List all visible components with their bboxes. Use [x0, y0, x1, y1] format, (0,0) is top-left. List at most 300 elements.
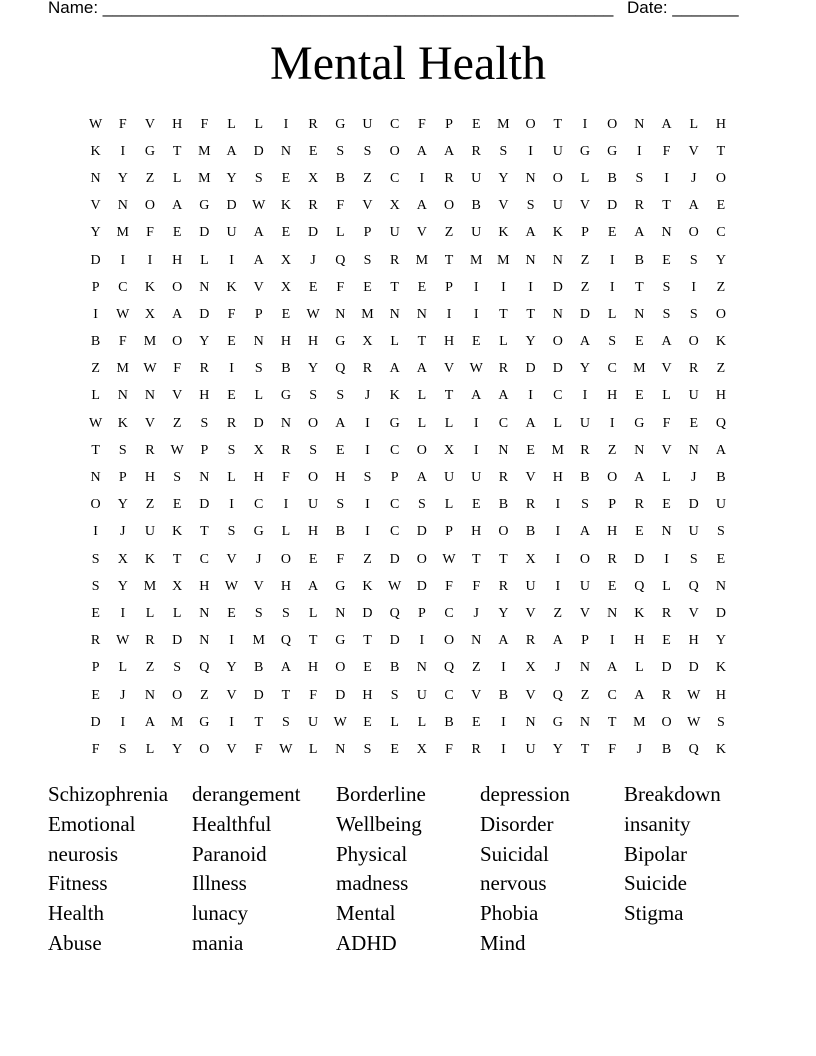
word-list-item: mania [192, 930, 244, 955]
word-list-item: Fitness [48, 871, 108, 896]
grid-letter: C [607, 687, 617, 703]
grid-letter: N [634, 442, 645, 458]
grid-letter: D [607, 198, 618, 214]
grid-letter: E [308, 551, 318, 567]
grid-letter: B [661, 741, 672, 757]
grid-letter: L [580, 170, 590, 186]
grid-letter: R [498, 470, 509, 486]
grid-letter: S [173, 660, 182, 676]
grid-letter: D [552, 279, 563, 295]
grid-letter: F [417, 116, 426, 132]
grid-letter: I [365, 497, 370, 513]
grid-letter: N [634, 116, 645, 132]
grid-letter: Q [199, 660, 210, 676]
grid-letter: D [634, 551, 645, 567]
grid-letter: A [634, 225, 645, 241]
word-list-item: derangement [192, 782, 301, 806]
grid-letter: S [363, 143, 372, 159]
grid-letter: X [280, 252, 291, 268]
grid-letter: R [525, 633, 536, 649]
grid-letter: X [443, 442, 455, 458]
grid-letter: E [635, 524, 644, 540]
grid-letter: A [634, 470, 645, 486]
grid-letter: H [715, 116, 726, 132]
grid-letter: K [117, 415, 128, 431]
grid-letter: N [607, 605, 618, 621]
grid-letter: Y [552, 741, 563, 757]
grid-letter: O [688, 225, 699, 241]
grid-letter: I [365, 442, 370, 458]
grid-letter: D [362, 605, 373, 621]
grid-letter: I [446, 306, 452, 322]
grid-letter: C [444, 687, 454, 703]
grid-letter: F [200, 116, 209, 132]
grid-letter: D [389, 633, 400, 649]
word-list-item: Illness [192, 871, 247, 896]
grid-letter: U [552, 198, 563, 214]
grid-letter: U [443, 470, 455, 486]
grid-letter: I [229, 714, 234, 730]
grid-letter: A [172, 306, 183, 322]
grid-letter: A [416, 361, 427, 377]
grid-letter: I [229, 633, 234, 649]
grid-letter: R [145, 633, 155, 649]
grid-letter: M [143, 334, 157, 350]
grid-letter: Y [715, 633, 726, 649]
grid-letter: O [199, 741, 210, 757]
grid-letter: W [224, 578, 239, 594]
grid-letter: E [526, 442, 535, 458]
grid-letter: O [661, 714, 672, 730]
grid-letter: K [715, 660, 726, 676]
grid-letter: D [226, 198, 237, 214]
grid-letter: T [607, 714, 617, 730]
grid-letter: U [362, 116, 373, 132]
grid-letter: C [498, 415, 509, 431]
grid-letter: V [226, 741, 237, 757]
date-field: Date: _______ [627, 0, 739, 17]
grid-letter: V [226, 687, 237, 703]
grid-letter: N [144, 687, 156, 703]
grid-letter: L [254, 116, 263, 132]
grid-letter: V [688, 605, 699, 621]
grid-letter: J [690, 170, 697, 186]
grid-letter: T [254, 714, 263, 730]
grid-letter: K [226, 279, 237, 295]
grid-letter: T [91, 442, 100, 458]
grid-letter: V [144, 116, 156, 132]
grid-letter: A [498, 633, 509, 649]
grid-letter: N [525, 170, 536, 186]
grid-letter: T [635, 279, 644, 295]
grid-letter: L [172, 170, 182, 186]
grid-letter: Z [172, 415, 182, 431]
grid-letter: M [633, 361, 646, 377]
grid-letter: Z [200, 687, 209, 703]
grid-letter: S [689, 252, 698, 268]
grid-letter: R [471, 143, 481, 159]
grid-letter: G [144, 143, 156, 159]
grid-letter: I [93, 306, 98, 322]
grid-letter: L [308, 605, 318, 621]
name-field: Name: ______________________________________________________ [48, 0, 614, 17]
grid-letter: H [471, 524, 482, 540]
grid-letter: K [280, 198, 291, 214]
grid-letter: S [91, 578, 100, 594]
grid-letter: V [498, 198, 509, 214]
grid-letter: M [497, 116, 510, 132]
grid-letter: S [254, 361, 263, 377]
grid-letter: S [118, 442, 127, 458]
grid-letter: E [281, 225, 291, 241]
grid-letter: A [661, 116, 672, 132]
grid-letter: S [662, 279, 671, 295]
grid-letter: L [254, 388, 263, 404]
grid-letter: D [552, 361, 563, 377]
grid-letter: M [633, 714, 646, 730]
grid-letter: I [365, 415, 370, 431]
grid-letter: B [498, 497, 509, 513]
grid-letter: R [661, 605, 672, 621]
grid-letter: A [443, 143, 455, 159]
grid-letter: W [88, 116, 103, 132]
grid-letter: H [308, 524, 319, 540]
grid-letter: U [308, 714, 319, 730]
grid-letter: R [199, 361, 210, 377]
grid-letter: N [579, 714, 591, 730]
grid-letter: H [443, 334, 455, 350]
grid-letter: D [90, 252, 101, 268]
grid-letter: W [116, 633, 130, 649]
grid-letter: E [471, 497, 481, 513]
grid-letter: A [416, 470, 427, 486]
grid-letter: L [118, 660, 128, 676]
grid-letter: I [473, 279, 479, 295]
grid-letter: O [443, 633, 455, 649]
grid-letter: N [471, 633, 482, 649]
grid-letter: E [363, 660, 372, 676]
word-list-item: Stigma [624, 901, 684, 926]
grid-letter: H [715, 388, 726, 404]
grid-letter: I [229, 361, 234, 377]
grid-letter: I [609, 279, 615, 295]
grid-letter: A [579, 524, 591, 540]
word-list-item: Breakdown [624, 782, 721, 806]
grid-letter: I [419, 170, 425, 186]
grid-letter: A [579, 334, 591, 350]
grid-letter: N [525, 252, 536, 268]
grid-letter: Y [498, 170, 509, 186]
grid-letter: N [280, 415, 291, 431]
grid-letter: H [172, 252, 183, 268]
grid-letter: O [308, 415, 319, 431]
word-list-item: Healthful [192, 811, 272, 836]
grid-letter: P [581, 633, 589, 649]
grid-letter: F [227, 306, 236, 322]
grid-letter: I [147, 252, 153, 268]
grid-letter: V [144, 415, 156, 431]
grid-letter: T [444, 388, 454, 404]
grid-letter: D [90, 714, 101, 730]
grid-letter: N [199, 605, 210, 621]
grid-letter: S [254, 170, 263, 186]
grid-letter: A [525, 415, 536, 431]
grid-letter: T [499, 306, 508, 322]
grid-letter: F [282, 470, 290, 486]
grid-letter: V [416, 225, 427, 241]
grid-letter: W [170, 442, 184, 458]
grid-letter: L [417, 714, 427, 730]
grid-letter: E [281, 170, 291, 186]
grid-letter: E [471, 714, 481, 730]
grid-letter: T [580, 741, 590, 757]
grid-letter: O [172, 687, 183, 703]
grid-letter: I [555, 551, 561, 567]
grid-letter: S [717, 524, 725, 540]
grid-letter: V [661, 361, 672, 377]
grid-letter: B [716, 470, 726, 486]
grid-letter: N [661, 225, 672, 241]
grid-letter: E [662, 252, 671, 268]
grid-letter: O [715, 170, 726, 186]
grid-letter: P [417, 605, 426, 621]
word-list-item: lunacy [192, 901, 248, 926]
grid-letter: D [525, 361, 536, 377]
grid-letter: Y [226, 170, 237, 186]
grid-letter: A [280, 660, 291, 676]
grid-letter: E [363, 279, 372, 295]
grid-letter: B [498, 687, 509, 703]
grid-letter: I [664, 170, 669, 186]
grid-letter: O [172, 334, 183, 350]
grid-letter: I [283, 497, 289, 513]
grid-letter: Y [199, 334, 210, 350]
grid-letter: L [444, 497, 454, 513]
grid-letter: R [689, 361, 699, 377]
grid-letter: H [280, 578, 291, 594]
grid-letter: Y [226, 660, 237, 676]
grid-letter: S [417, 497, 426, 513]
grid-letter: S [363, 470, 372, 486]
grid-letter: D [715, 605, 726, 621]
grid-letter: N [335, 605, 346, 621]
grid-letter: F [662, 415, 671, 431]
grid-letter: S [717, 714, 725, 730]
grid-letter: T [716, 143, 726, 159]
grid-letter: D [688, 660, 699, 676]
grid-letter: U [226, 225, 237, 241]
grid-letter: M [143, 578, 157, 594]
grid-letter: S [336, 497, 345, 513]
grid-letter: Z [471, 660, 481, 676]
grid-letter: F [336, 551, 345, 567]
grid-letter: T [390, 279, 399, 295]
grid-letter: X [362, 334, 373, 350]
grid-letter: S [309, 388, 317, 404]
grid-letter: J [473, 605, 479, 621]
word-list-item: Suicide [624, 871, 687, 896]
grid-letter: Q [715, 415, 726, 431]
grid-letter: G [335, 578, 346, 594]
grid-letter: H [552, 470, 563, 486]
grid-letter: E [91, 687, 100, 703]
grid-letter: I [229, 497, 234, 513]
grid-letter: K [498, 225, 509, 241]
grid-letter: O [335, 660, 346, 676]
grid-letter: R [634, 198, 645, 214]
grid-letter: E [635, 334, 644, 350]
grid-letter: S [282, 714, 290, 730]
grid-letter: D [416, 524, 427, 540]
grid-letter: W [333, 714, 347, 730]
grid-letter: A [416, 143, 427, 159]
grid-letter: W [116, 306, 130, 322]
word-list-item: Abuse [48, 930, 102, 955]
grid-letter: R [226, 415, 237, 431]
word-search-grid [82, 111, 735, 764]
grid-letter: H [199, 388, 210, 404]
grid-letter: L [200, 252, 209, 268]
grid-letter: E [172, 225, 182, 241]
grid-letter: T [308, 633, 318, 649]
grid-letter: I [283, 116, 289, 132]
grid-letter: E [471, 116, 481, 132]
grid-letter: L [635, 660, 644, 676]
word-list-item: Borderline [336, 782, 426, 806]
grid-letter: S [200, 415, 209, 431]
grid-letter: H [715, 687, 726, 703]
grid-letter: E [281, 306, 291, 322]
grid-letter: V [226, 551, 237, 567]
grid-letter: Y [308, 361, 319, 377]
grid-letter: K [362, 578, 373, 594]
grid-letter: Z [580, 687, 590, 703]
grid-letter: B [444, 714, 454, 730]
grid-letter: U [552, 143, 563, 159]
grid-letter: L [227, 470, 236, 486]
grid-letter: A [688, 198, 699, 214]
grid-letter: I [528, 143, 533, 159]
grid-letter: R [498, 578, 509, 594]
grid-letter: H [199, 578, 210, 594]
grid-letter: P [445, 524, 453, 540]
grid-letter: D [199, 306, 210, 322]
grid-letter: N [117, 388, 128, 404]
grid-letter: G [280, 388, 291, 404]
grid-letter: N [199, 633, 210, 649]
grid-letter: Q [688, 578, 699, 594]
grid-letter: A [308, 578, 319, 594]
grid-letter: S [173, 470, 182, 486]
grid-letter: I [120, 143, 126, 159]
grid-letter: O [308, 470, 319, 486]
grid-letter: H [308, 660, 319, 676]
grid-letter: E [716, 198, 726, 214]
grid-letter: W [687, 714, 701, 730]
grid-letter: J [690, 470, 697, 486]
grid-letter: V [525, 687, 536, 703]
grid-letter: A [607, 660, 618, 676]
grid-letter: I [637, 143, 642, 159]
grid-letter: R [634, 497, 645, 513]
grid-letter: D [335, 687, 346, 703]
grid-letter: D [308, 225, 319, 241]
grid-letter: I [555, 524, 561, 540]
grid-letter: G [579, 143, 591, 159]
grid-letter: A [335, 415, 346, 431]
word-list-item: Wellbeing [336, 811, 422, 836]
grid-letter: I [473, 415, 479, 431]
grid-letter: B [281, 361, 291, 377]
grid-letter: S [363, 252, 372, 268]
grid-letter: O [280, 551, 291, 567]
grid-letter: S [363, 741, 372, 757]
grid-letter: S [227, 524, 236, 540]
grid-letter: L [91, 388, 100, 404]
grid-letter: T [172, 143, 182, 159]
grid-letter: P [581, 225, 589, 241]
word-list-item: Schizophrenia [48, 782, 169, 806]
grid-letter: U [416, 687, 427, 703]
grid-letter: T [417, 334, 427, 350]
grid-letter: M [170, 714, 184, 730]
grid-letter: N [498, 442, 509, 458]
grid-letter: I [582, 388, 588, 404]
grid-letter: L [390, 714, 399, 730]
grid-letter: S [390, 687, 399, 703]
word-list-item: insanity [624, 811, 691, 836]
grid-letter: C [553, 388, 563, 404]
grid-letter: S [499, 143, 508, 159]
word-list-item: Bipolar [624, 841, 687, 866]
grid-letter: U [525, 578, 536, 594]
grid-letter: I [609, 252, 615, 268]
grid-letter: N [416, 306, 427, 322]
grid-letter: U [579, 578, 591, 594]
grid-letter: O [90, 497, 101, 513]
grid-letter: E [417, 279, 427, 295]
grid-letter: W [143, 361, 157, 377]
grid-letter: I [501, 741, 506, 757]
word-list-item: Phobia [480, 901, 539, 926]
grid-letter: E [227, 605, 236, 621]
grid-letter: O [552, 334, 563, 350]
grid-letter: T [172, 551, 182, 567]
grid-letter: J [364, 388, 371, 404]
grid-letter: L [145, 605, 155, 621]
grid-letter: C [389, 442, 400, 458]
grid-letter: X [117, 551, 128, 567]
grid-letter: Q [335, 252, 346, 268]
grid-letter: Q [552, 687, 563, 703]
grid-letter: L [417, 388, 427, 404]
grid-letter: X [416, 741, 427, 757]
grid-letter: A [253, 252, 264, 268]
grid-letter: L [607, 306, 617, 322]
grid-letter: E [172, 497, 182, 513]
grid-letter: M [198, 143, 211, 159]
grid-letter: D [661, 660, 672, 676]
grid-letter: K [389, 388, 400, 404]
grid-letter: E [716, 551, 726, 567]
grid-letter: X [253, 442, 264, 458]
grid-letter: U [389, 225, 400, 241]
grid-letter: O [443, 198, 455, 214]
grid-letter: L [662, 388, 671, 404]
grid-letter: V [90, 198, 101, 214]
grid-letter: F [445, 578, 453, 594]
grid-letter: Z [444, 225, 454, 241]
